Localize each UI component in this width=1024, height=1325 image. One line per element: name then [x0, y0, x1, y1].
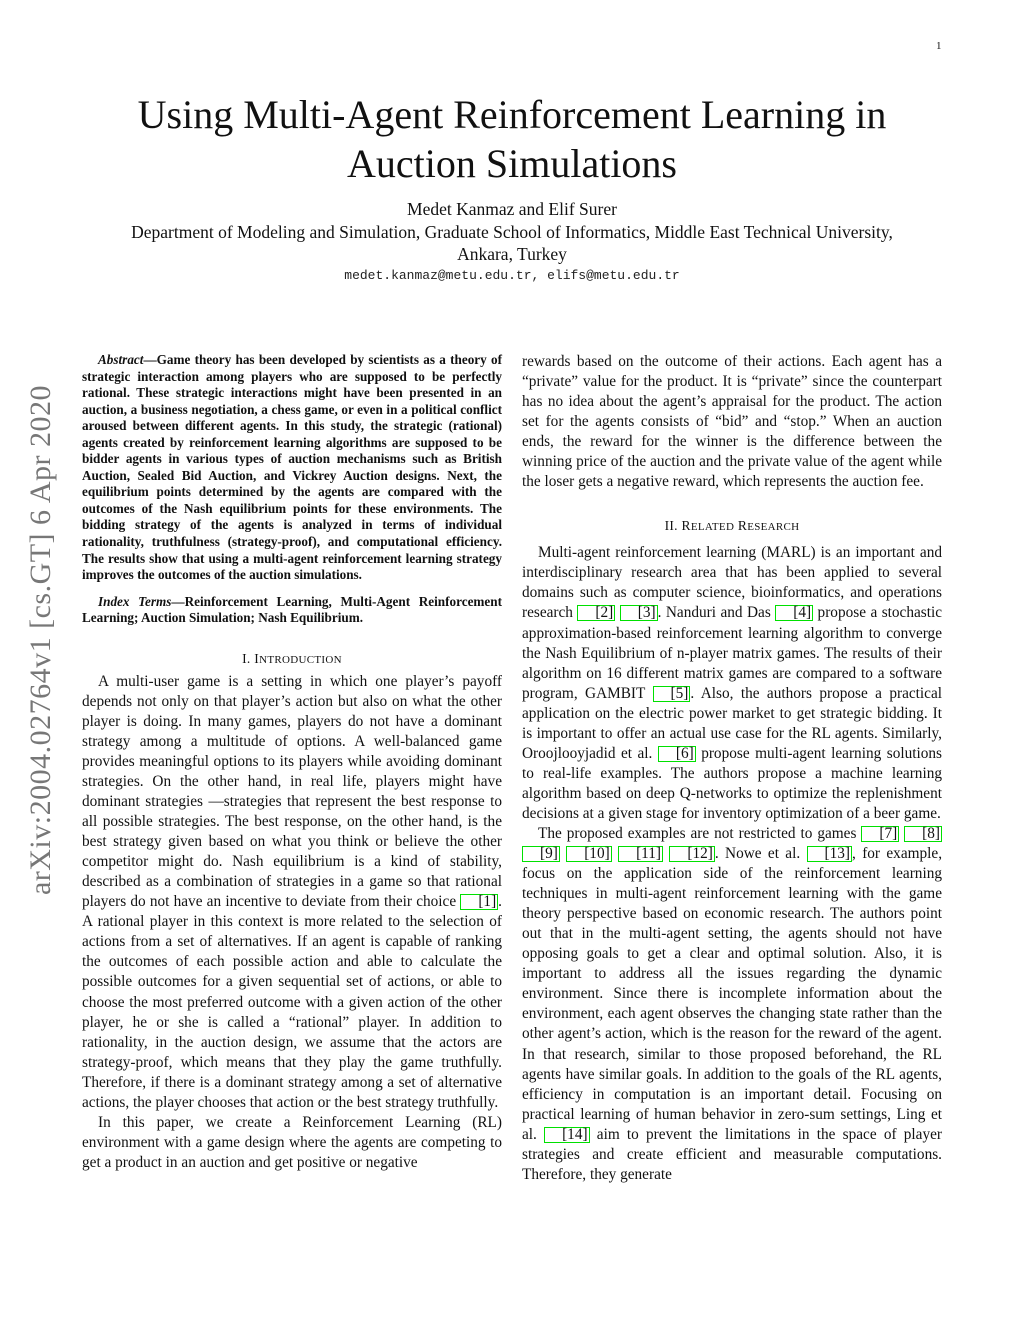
- author-emails: medet.kanmaz@metu.edu.tr, elifs@metu.edu.tr: [344, 268, 680, 283]
- citation-ref-9[interactable]: [9]: [522, 846, 560, 862]
- related-p1-text-a: Multi-agent reinforcement learning (MARL) is an important and interdisciplinary research area that has been applied to several domains such as computer science, bioinformatics, and operations research: [522, 544, 942, 622]
- citation-ref-1[interactable]: [1]: [460, 894, 498, 910]
- abstract-text: —Game theory has been developed by scientists as a theory of strategic interaction among players who are supposed to be perfectly rational. These strategic interactions might have been presented in an auction, a business negotiation, a chess game, or even in a political conflict aroused between different agents. In this study, the strategic (rational) agents created by reinforcement learning algorithms are supposed to be bidder agents in various types of auction mechanisms such as British Auction, Sealed Bid Auction, and Vickrey Auction designs. Next, the equilibrium points determined by the agents are compared with the outcomes of the Nash equilibrium points for these environments. The bidding strategy of the agents is analyzed in terms of individual rationality, truthfulness (strategy-proof), and computational efficiency. The results show that using a multi-agent reinforcement learning strategy improves the outcomes of the auction simulations.: [82, 352, 502, 583]
- citation-ref-14[interactable]: [14]: [544, 1127, 590, 1143]
- title-line-2: Auction Simulations: [347, 141, 677, 186]
- abstract: [82, 352, 502, 584]
- citation-ref-12[interactable]: [12]: [669, 846, 715, 862]
- index-terms-label: Index Terms: [98, 593, 172, 609]
- related-p2-text-d: aim to prevent the limitations in the space of player strategies and create efficient and measurable computations. Therefore, they generate: [522, 1125, 942, 1183]
- arxiv-stamp-text: arXiv:2004.02764v1 [cs.GT] 6 Apr 2020: [24, 384, 57, 896]
- intro-paragraph-1: [82, 672, 502, 1113]
- intro-p1-text-a: A multi-user game is a setting in which one player’s payoff depends not only on that player’s action but also on what the other player is doing. In many games, players do not have a dominant strategy among a multitude of options. A well-balanced game provides meaningful options to its players while avoiding dominant strategies. On the other hand, in real life, players might have dominant strategies —strategies that represent the best response to all possible strategies. The best response, on the other hand, is the best strategy given based on what you think or believe the other competitor might do. Nash equilibrium is a kind of stability, described as a combination of strategies in a game so that rational players do not have an incentive to deviate from their choice: [82, 672, 502, 911]
- citation-ref-2[interactable]: [2]: [577, 605, 615, 621]
- affiliation-line-2: Ankara, Turkey: [457, 244, 567, 264]
- citation-ref-8[interactable]: [8]: [904, 826, 942, 842]
- citation-ref-4[interactable]: [4]: [775, 605, 813, 621]
- affiliation: [90, 221, 934, 265]
- section-heading-related-research: II. RELATED RESEARCH: [664, 518, 800, 534]
- section-heading-introduction: I. INTRODUCTION: [242, 650, 342, 666]
- page-number: 1: [936, 40, 942, 52]
- citation-ref-11[interactable]: [11]: [618, 846, 663, 862]
- affiliation-line-1: Department of Modeling and Simulation, Graduate School of Informatics, Middle East Technical University,: [131, 222, 893, 242]
- related-p1-text-c: propose a stochastic approximation-based reinforcement learning algorithm to converge the Nash Equilibrium of n-player matrix games. The results of their algorithm on 16 different matrix games are compared to a software program, GAMBIT: [522, 604, 943, 702]
- citation-ref-3[interactable]: [3]: [620, 605, 658, 621]
- related-p1-text-b: . Nanduri and Das: [657, 604, 776, 622]
- related-p2-text-c: , for example, focus on the application side of the reinforcement learning techniques in multi-agent reinforcement learning with the game theory perspective based on economic research. The authors point out that in the multi-agent setting, the agents should not have opposing goals to get a clear and optimal solution. Also, it is important to address all the issues regarding the dynamic environment. Since there is incomplete information about the environment, each agent observes the changing state rather than the other agent’s action, which is the reason for the reward of the agent. In that research, similar to those proposed beforehand, the RL agents have similar goals. In addition to the goals of the RL agents, efficiency in computation is an important detail. Focusing on practical learning of human behavior in zero-sum settings, Ling et al.: [522, 845, 943, 1143]
- citation-ref-6[interactable]: [6]: [658, 746, 696, 762]
- related-p2-text-a: The proposed examples are not restricted to games: [538, 824, 862, 842]
- related-p2-text-b: . Nowe et al.: [714, 845, 807, 863]
- index-terms-text: —Reinforcement Learning, Multi-Agent Reinforcement Learning; Auction Simulation; Nash Equilibrium.: [82, 593, 502, 626]
- citation-ref-5[interactable]: [5]: [653, 686, 691, 702]
- authors: Medet Kanmaz and Elif Surer: [407, 199, 617, 219]
- citation-ref-7[interactable]: [7]: [861, 826, 899, 842]
- abstract-label: Abstract: [98, 352, 144, 367]
- related-paragraph-1: [522, 543, 942, 824]
- intro-p1-text-b: . A rational player in this context is more related to the selection of actions from a set of alternatives. If an agent is capable of ranking the outcomes of each possible action and able to calculate the possible outcomes for a given sequential set of actions, or able to choose the most preferred outcome with a given action of the other player, he or she is called a “rational” player. In addition to rationality, in the auction design, we assume that the actors are strategy-proof, which means that they play the game truthfully. Therefore, if there is a dominant strategy among a set of alternative actions, the player chooses that action or the best strategy truthfully.: [82, 893, 502, 1111]
- right-column: [522, 352, 942, 1185]
- paper-title: [100, 90, 924, 188]
- intro-paragraph-2: In this paper, we create a Reinforcement Learning (RL) environment with a game design where the agents are competing to get a product in an auction and get positive or negative: [82, 1113, 502, 1171]
- citation-ref-13[interactable]: [13]: [807, 846, 853, 862]
- related-p1-text-e: propose multi-agent learning solutions to real-life examples. The authors propose a machine learning algorithm based on deep Q-networks to optimize the replenishment decisions at a given stage for inventory optimization of a beer game.: [522, 744, 942, 822]
- index-terms: [82, 594, 502, 627]
- related-p1-text-d: . Also, the authors propose a practical application on the electric power market to get strategic bidding. It is important to offer an actual use case for the RL agents. Similarly, Oroojlooyjadid et al.: [522, 684, 942, 762]
- intro-continued-paragraph: rewards based on the outcome of their actions. Each agent has a “private” value for the product. It is “private” since the counterpart has no idea about the agent’s appraisal for the product. The action set for the agents consists of “bid” and “stop.” When an auction ends, the reward for the winner is the difference between the winning price of the auction and the private value of the agent while the loser gets a negative reward, which represents the auction fee.: [522, 353, 942, 491]
- related-paragraph-2: [522, 824, 942, 1185]
- title-line-1: Using Multi-Agent Reinforcement Learning in: [137, 92, 887, 137]
- citation-ref-10[interactable]: [10]: [566, 846, 612, 862]
- left-column: [82, 352, 502, 1173]
